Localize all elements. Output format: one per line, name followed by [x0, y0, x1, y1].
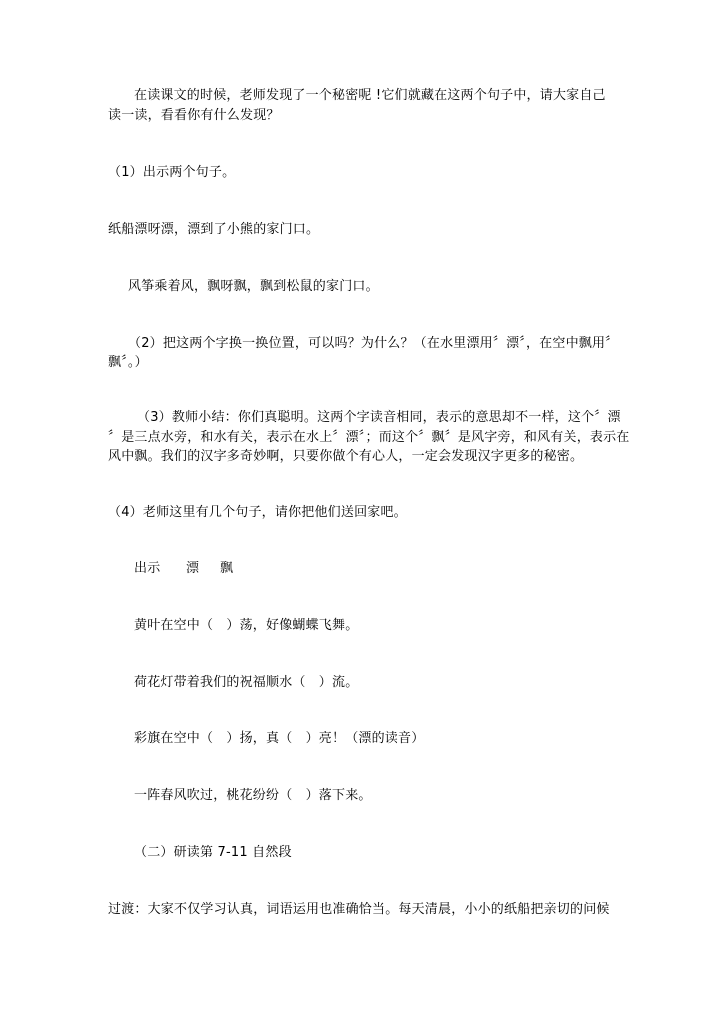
fill-sentence-4: 一阵春风吹过，桃花纷纷（ ）落下来。 — [134, 788, 372, 803]
show-char-piao-wind: 飘 — [220, 561, 234, 576]
item-3-line-2: 〞是三点水旁，和水有关，表示在水上〞漂〞；而这个〞飘〞是风字旁，和风有关，表示在 — [108, 430, 630, 445]
item-3-line-1: （3）教师小结：你们真聪明。这两个字读音相同，表示的意思却不一样，这个〞漂 — [137, 410, 621, 425]
item-2-line-1: （2）把这两个字换一换位置，可以吗？为什么？（在水里漂用〞漂〞，在空中飘用〞 — [128, 336, 619, 351]
example-sentence-1: 纸船漂呀漂，漂到了小熊的家门口。 — [108, 222, 320, 237]
fill-sentence-2: 荷花灯带着我们的祝福顺水（ ）流。 — [134, 675, 359, 690]
section-2-heading: （二）研读第 7-11 自然段 — [134, 845, 292, 860]
item-4-heading: （4）老师这里有几个句子，请你把他们送回家吧。 — [108, 505, 407, 520]
fill-sentence-3: 彩旗在空中（ ）扬，真（ ）亮！（漂的读音） — [134, 731, 425, 746]
paragraph-intro-line-1: 在读课文的时候，老师发现了一个秘密呢 !它们就藏在这两个句子中，请大家自己 — [134, 88, 606, 103]
item-2-line-2: 飘〞。） — [108, 355, 148, 370]
example-sentence-2: 风筝乘着风，飘呀飘，飘到松鼠的家门口。 — [128, 279, 379, 294]
item-1-heading: （1）出示两个句子。 — [108, 165, 236, 180]
paragraph-intro-line-2: 读一读，看看你有什么发现？ — [108, 108, 280, 123]
item-3-line-3: 风中飘。我们的汉字多奇妙啊，只要你做个有心人，一定会发现汉字更多的秘密。 — [108, 449, 584, 464]
fill-sentence-1: 黄叶在空中（ ）荡，好像蝴蝶飞舞。 — [134, 618, 359, 633]
show-label: 出示 — [134, 561, 161, 576]
show-char-piao-water: 漂 — [186, 561, 200, 576]
transition-paragraph: 过渡：大家不仅学习认真，词语运用也准确恰当。每天清晨，小小的纸船把亲切的问候 — [108, 902, 610, 917]
